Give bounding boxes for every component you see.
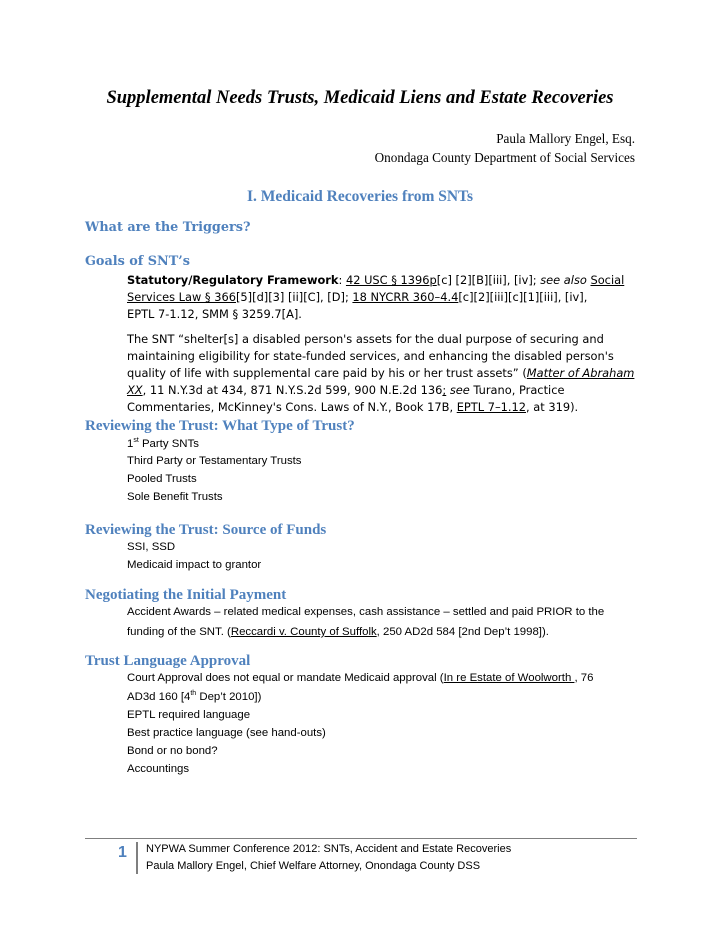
heading-goals: Goals of SNT’s <box>85 254 190 269</box>
payment-line-2: funding of the SNT. (Reccardi v. County of Suffolk, 250 AD2d 584 [2nd Dep’t 1998]). <box>127 626 549 638</box>
language-item: EPTL required language <box>127 709 251 721</box>
trust-type-item: Third Party or Testamentary Trusts <box>127 455 302 467</box>
page-number: 1 <box>118 844 127 861</box>
heading-source-of-funds: Reviewing the Trust: Source of Funds <box>85 522 327 538</box>
language-item: Accountings <box>127 763 190 775</box>
footer-line-1: NYPWA Summer Conference 2012: SNTs, Accident and Estate Recoveries <box>146 843 512 855</box>
source-item: SSI, SSD <box>127 541 176 553</box>
framework-label: Statutory/Regulatory Framework <box>127 273 339 287</box>
heading-initial-payment: Negotiating the Initial Payment <box>85 587 287 603</box>
case-woolworth: In re Estate of Woolworth <box>443 672 575 684</box>
cite-nycrr: 18 NYCRR 360–4.4 <box>352 290 459 304</box>
trust-type-first-party: 1st Party SNTs <box>127 437 199 450</box>
language-item: Bond or no bond? <box>127 745 218 757</box>
cite-ssl-b: Services Law § 366 <box>127 290 236 304</box>
heading-trust-language: Trust Language Approval <box>85 653 251 669</box>
trust-type-item: Sole Benefit Trusts <box>127 491 223 503</box>
language-line-1: Court Approval does not equal or mandate Medicaid approval (In re Estate of Woolworth , 76 <box>127 672 594 684</box>
cite-ssl-a: Social <box>590 273 625 287</box>
heading-trust-type: Reviewing the Trust: What Type of Trust? <box>85 418 355 434</box>
source-item: Medicaid impact to grantor <box>127 559 262 571</box>
cite-usc: 42 USC § 1396p <box>345 273 437 287</box>
language-item: Best practice language (see hand-outs) <box>127 727 326 739</box>
author-name: Paula Mallory Engel, Esq. <box>496 131 635 146</box>
author-organization: Onondaga County Department of Social Services <box>374 150 635 165</box>
author-block <box>375 129 635 167</box>
heading-triggers: What are the Triggers? <box>85 220 251 235</box>
document-title: Supplemental Needs Trusts, Medicaid Liens and Estate Recoveries <box>106 88 614 108</box>
footer-vertical-bar <box>136 842 138 874</box>
snt-quote-paragraph: The SNT “shelter[s] a disabled person's assets for the dual purpose of securing and maintaining eligibility for state-funded services, and enhancing the disabled person's quality of life with supplemental care paid by his or her trust assets” (Matter of Abraham XX, 11 N.Y.3d at 434, 871 N.Y.S.2d 599, 900 N.E.2d 136; see Turano, Practice Commentaries, McKinney's Cons. Laws of N.Y., Book 17B, EPTL 7–1.12, at 319). <box>127 332 635 414</box>
framework-citations: Statutory/Regulatory Framework: 42 USC § 1396p[c] [2][B][iii], [iv]; see also Social Services Law § 366[5][d][3] [ii][C], [D]; 18 NYCRR 360–4.4[c][2][iii][c][1][iii], [iv], EPTL 7-1.12, SMM § 3259.7[A]. <box>127 273 625 321</box>
case-abraham: Matter of Abraham <box>526 366 635 380</box>
footer-line-2: Paula Mallory Engel, Chief Welfare Attorney, Onondaga County DSS <box>146 860 481 872</box>
trust-type-item: Pooled Trusts <box>127 473 197 485</box>
language-line-2: AD3d 160 [4th Dep’t 2010]) <box>127 690 262 703</box>
payment-line-1: Accident Awards – related medical expenses, cash assistance – settled and paid PRIOR to the <box>127 606 605 618</box>
cite-eptl: EPTL 7–1.12 <box>456 400 527 414</box>
case-reccardi: Reccardi v. County of Suffolk <box>230 626 377 638</box>
footer-divider <box>85 838 637 839</box>
section-heading: I. Medicaid Recoveries from SNTs <box>246 188 473 205</box>
